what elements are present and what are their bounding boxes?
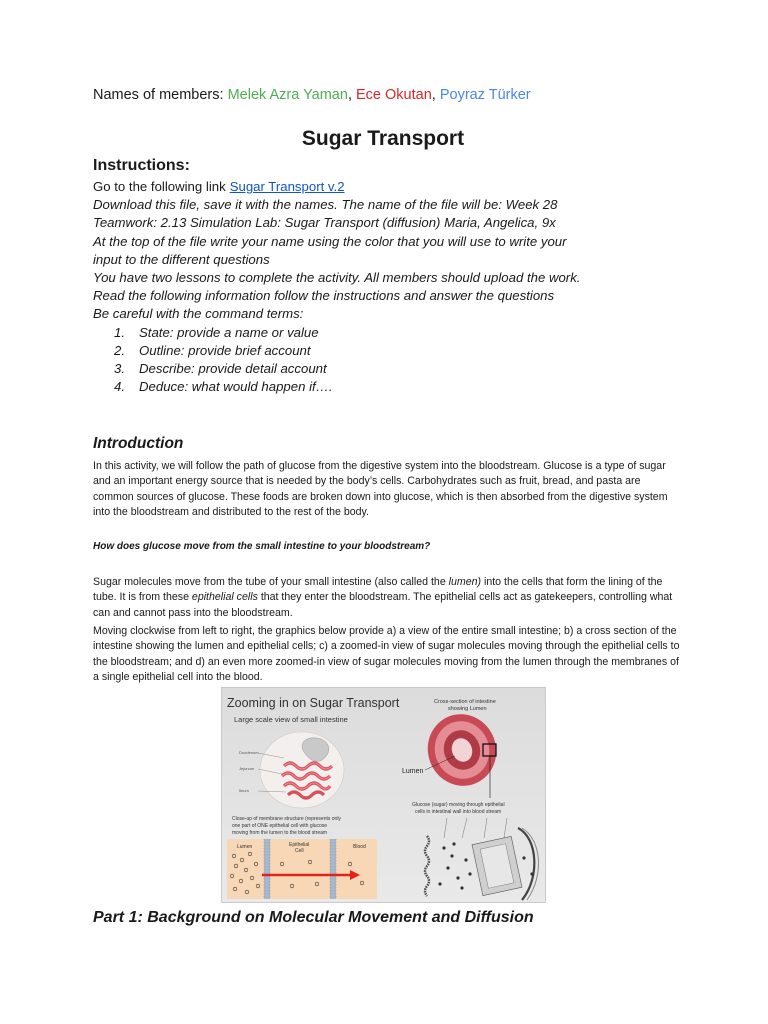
instruction-line: Read the following information follow the instructions and answer the questions: [93, 288, 555, 304]
separator: ,: [347, 87, 352, 103]
list-item: [93, 342, 683, 360]
list-text: Deduce: what would happen if….: [139, 379, 333, 395]
members-label: Names of members:: [93, 87, 224, 103]
intestine-cross-section: [418, 705, 507, 796]
member-name-2: Ece Okutan: [356, 87, 432, 103]
list-number: 4.: [114, 379, 125, 395]
instruction-line: input to the different questions: [93, 251, 270, 267]
intro-question: How does glucose move from the small intestine to your bloodstream?: [93, 541, 431, 552]
cross-section-label: showing Lumen: [448, 706, 487, 712]
instruction-line: Teamwork: 2.13 Simulation Lab: Sugar Transport (diffusion) Maria, Angelica, 9x: [93, 215, 556, 231]
part1-heading: Part 1: Background on Molecular Movement and Diffusion: [93, 909, 534, 926]
cross-section-label: Cross-section of intestine: [434, 699, 496, 705]
glucose-label: Glucose (sugar) moving through epithelial: [412, 802, 505, 808]
panel-lumen-label: Lumen: [237, 844, 253, 850]
instruction-line: At the top of the file write your name using the color that you will use to write your: [93, 233, 567, 249]
list-item: [93, 378, 683, 396]
figure-illustration: [222, 688, 546, 903]
instructions-body: [93, 178, 683, 396]
list-text: State: provide a name or value: [139, 324, 319, 340]
sugar-transport-link[interactable]: Sugar Transport v.2: [229, 179, 345, 194]
lumen-label: Lumen: [402, 768, 424, 775]
member-name-3: Poyraz Türker: [439, 87, 531, 103]
link-line: [93, 178, 683, 196]
epithelial-term: epithelial cells: [191, 591, 258, 604]
link-prefix: Go to the following link: [93, 179, 226, 194]
large-view-label: Large scale view of small intestine: [234, 715, 348, 724]
text-span: that they enter the bloodstream. The epithelial cells act as gatekeepers, controlling what can and cannot pass into the bloodstream.: [93, 591, 673, 619]
list-number: 3.: [114, 361, 125, 377]
page-title: Sugar Transport: [301, 127, 465, 150]
list-text: Describe: provide detail account: [139, 361, 327, 377]
list-item: [93, 324, 683, 342]
figure-title: Zooming in on Sugar Transport: [227, 696, 400, 710]
intro-paragraph-3: Moving clockwise from left to right, the graphics below provide a) a view of the entire small intestine; b) a cross section of the intestine showing the lumen and epithelial cells; c) a zoomed-in view of sugar molecules moving through the epithelial cells to the bloodstream; and d) an even more zoomed-in view of sugar molecules moving from the lumen through the membranes of a single epithelial cell into the blood.: [93, 625, 680, 683]
command-terms-list: [93, 324, 683, 397]
member-name-1: Melek Azra Yaman: [227, 87, 348, 103]
introduction-heading: Introduction: [93, 435, 184, 452]
organ-label-jejunum: Jejunum: [239, 766, 255, 771]
panel-blood-label: Blood: [353, 844, 366, 850]
separator: ,: [431, 87, 436, 103]
intro-paragraph-1: In this activity, we will follow the path of glucose from the digestive system into the bloodstream. Glucose is a type of sugar and an important energy source that is needed by the body’s cells. Carbohydrates such as fruit, bread, and pasta are common sources of glucose. These foods are broken down into glucose, which is then absorbed from the digestive system into the bloodstream and distributed to the rest of the body.: [93, 460, 668, 518]
closeup-label: Close-up of membrane structure (represents only: [232, 816, 341, 822]
list-text: Outline: provide brief account: [139, 342, 311, 358]
instruction-line: Download this file, save it with the names. The name of the file will be: Week 28: [93, 197, 558, 213]
members-line: [93, 87, 531, 103]
epithelial-zoom-illustration: [425, 818, 538, 900]
text-span: Sugar molecules move from the tube of your small intestine (also called the: [93, 576, 449, 588]
lumen-term: lumen): [448, 576, 482, 588]
glucose-label: cells in intestinal wall into blood stream: [415, 809, 502, 815]
instruction-line: You have two lessons to complete the activity. All members should upload the work.: [93, 270, 581, 286]
text-span: into the cells that form the lining of the tube. It is from these: [93, 576, 663, 604]
sugar-transport-figure: [221, 687, 546, 903]
closeup-label: moving from the lumen to the blood stream: [232, 830, 328, 836]
instructions-heading: Instructions:: [93, 157, 190, 174]
instruction-line: Be careful with the command terms:: [93, 306, 304, 322]
list-number: 2.: [114, 342, 125, 358]
panel-epithelial-label: Cell: [295, 848, 304, 854]
panel-epithelial-label: Epithelial: [289, 842, 310, 848]
list-item: [93, 360, 683, 378]
list-number: 1.: [114, 324, 125, 340]
intro-paragraph-2: [93, 575, 681, 621]
closeup-label: one part of ONE epithelial cell with glucose: [232, 823, 328, 829]
organ-label-ileum: Ileum: [239, 788, 249, 793]
organ-label-duodenum: Duodenum: [239, 750, 259, 755]
